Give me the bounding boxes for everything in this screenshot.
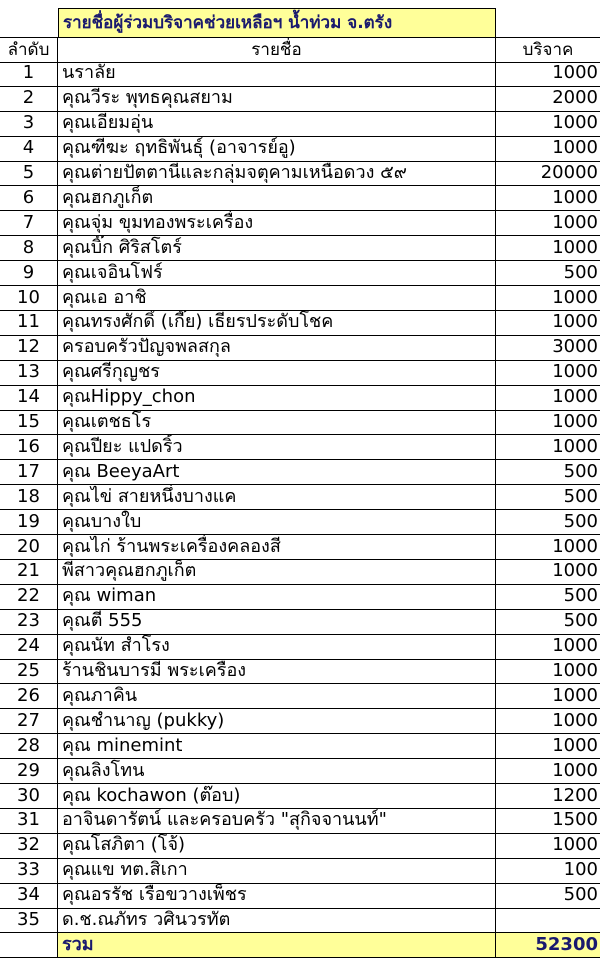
- donation-amount: 3000: [552, 336, 598, 358]
- row-number: 18: [0, 484, 58, 509]
- table-row: [0, 235, 600, 261]
- header-amount: บริจาค: [522, 39, 574, 60]
- donation-amount: 1000: [552, 211, 598, 233]
- donor-name: คุณ kochawon (ต๊อบ): [58, 783, 496, 808]
- title-row: [0, 8, 600, 37]
- donation-amount: 1000: [552, 709, 598, 731]
- row-number: 21: [0, 559, 58, 584]
- donation-amount: 500: [563, 510, 598, 532]
- table-row: [0, 659, 600, 685]
- table-row: [0, 758, 600, 784]
- donation-amount: 1000: [552, 535, 598, 557]
- row-number: 3: [0, 111, 58, 136]
- donor-name: คุณไก่ ร้านพระเครื่องคลองสี: [58, 534, 496, 559]
- donation-amount: 1000: [552, 361, 598, 383]
- row-number: 16: [0, 435, 58, 460]
- donor-name: คุณตี๋ 555: [58, 609, 496, 634]
- table-row: [0, 808, 600, 834]
- table-row: [0, 883, 600, 909]
- donation-amount: 1000: [552, 386, 598, 408]
- row-number: 9: [0, 260, 58, 285]
- donor-name: คุณลิงโทน: [58, 758, 496, 783]
- row-number: 27: [0, 708, 58, 733]
- table-row: [0, 260, 600, 286]
- donor-name: คุณต่ายปัตตานีและกลุ่มจตุคามเหนือดวง ๕๙: [58, 161, 496, 186]
- row-number: 5: [0, 161, 58, 186]
- donor-name: คุณเตชธโร: [58, 410, 496, 435]
- donor-name: อาจินดารัตน์ และครอบครัว "สุกิจจานนท์": [58, 808, 496, 833]
- donation-amount: [496, 908, 600, 933]
- table-row: [0, 559, 600, 585]
- table-row: [0, 435, 600, 461]
- row-number: 31: [0, 808, 58, 833]
- donor-name: นราลัย: [58, 61, 496, 86]
- table-row: [0, 410, 600, 436]
- donor-name: คุณฑีฆะ ฤทธิพันธุ์ (อาจารย์อู): [58, 136, 496, 161]
- row-number: 25: [0, 659, 58, 684]
- donor-name: คุณบิ๊ก ศิริสโตร์: [58, 235, 496, 260]
- row-number: 24: [0, 634, 58, 659]
- table-row: [0, 111, 600, 137]
- donor-name: คุณ wiman: [58, 584, 496, 609]
- donor-name: คุณโสภิตา (โจ้): [58, 833, 496, 858]
- donor-name: คุณ minemint: [58, 733, 496, 758]
- donor-name: คุณแข ทต.สิเกา: [58, 858, 496, 883]
- donation-amount: 100: [563, 859, 598, 881]
- table-row: [0, 86, 600, 112]
- donor-name: คุณชำนาญ (pukky): [58, 708, 496, 733]
- donor-name: คุณบางใบ: [58, 509, 496, 534]
- row-number: 1: [0, 61, 58, 86]
- donor-name: คุณฮกภูเก็ต: [58, 186, 496, 211]
- row-number: 35: [0, 908, 58, 933]
- row-number: 22: [0, 584, 58, 609]
- table-row: [0, 858, 600, 884]
- donation-amount: 1000: [552, 684, 598, 706]
- row-number: 32: [0, 833, 58, 858]
- table-row: [0, 385, 600, 411]
- header-no: ลำดับ: [0, 38, 58, 62]
- table-row: [0, 310, 600, 336]
- row-number: 33: [0, 858, 58, 883]
- donor-name: คุณศรีกุญชร: [58, 360, 496, 385]
- table-row: [0, 534, 600, 560]
- table-row: [0, 584, 600, 610]
- donor-name: ร้านชินบารมี พระเครื่อง: [58, 659, 496, 684]
- sheet-title: รายชื่อผู้ร่วมบริจาคช่วยเหลือฯ น้ำท่วม จ.ตรัง: [58, 8, 496, 37]
- row-number: 14: [0, 385, 58, 410]
- table-row: [0, 684, 600, 710]
- donation-amount: 1000: [552, 759, 598, 781]
- row-number: 8: [0, 235, 58, 260]
- donation-amount: 1200: [552, 784, 598, 806]
- total-amount: 52300: [496, 933, 600, 958]
- donation-amount: 1000: [552, 660, 598, 682]
- donor-name: คุณเจอินโฟร์: [58, 260, 496, 285]
- donation-amount: 500: [563, 485, 598, 507]
- donation-amount: 1000: [552, 834, 598, 856]
- donor-name: คุณHippy_chon: [58, 385, 496, 410]
- donation-amount: 1000: [552, 635, 598, 657]
- donation-amount: 1000: [552, 186, 598, 208]
- donor-name: คุณจุ่ม ขุมทองพระเครื่อง: [58, 210, 496, 235]
- table-row: [0, 733, 600, 759]
- row-number: 28: [0, 733, 58, 758]
- donation-amount: 1000: [552, 411, 598, 433]
- header-name: รายชื่อ: [58, 38, 496, 62]
- donation-amount: 500: [563, 460, 598, 482]
- header-row: [0, 37, 600, 63]
- donor-name: พี่สาวคุณฮกภูเก็ต: [58, 559, 496, 584]
- total-row: [0, 933, 600, 959]
- table-row: [0, 136, 600, 162]
- table-row: [0, 484, 600, 510]
- donation-amount: 500: [563, 261, 598, 283]
- donation-amount: 500: [563, 884, 598, 906]
- donor-name: คุณนัท สำโรง: [58, 634, 496, 659]
- row-number: 19: [0, 509, 58, 534]
- donor-name: คุณอรรัช เรือขวางเพ็ชร: [58, 883, 496, 908]
- donation-amount: 1000: [552, 560, 598, 582]
- title-spacer: [0, 8, 58, 37]
- row-number: 13: [0, 360, 58, 385]
- donor-name: คุณไข่ สายหนึ่งบางแค: [58, 484, 496, 509]
- table-row: [0, 285, 600, 311]
- donor-name: คุณเอ อาชิ: [58, 285, 496, 310]
- table-row: [0, 61, 600, 87]
- donation-amount: 500: [563, 585, 598, 607]
- donor-name: คุณเอียมอุ่น: [58, 111, 496, 136]
- row-number: 10: [0, 285, 58, 310]
- donation-amount: 1000: [552, 435, 598, 457]
- donor-name: คุณภาคิน: [58, 684, 496, 709]
- table-row: [0, 509, 600, 535]
- table-row: [0, 360, 600, 386]
- row-number: 4: [0, 136, 58, 161]
- table-row: [0, 210, 600, 236]
- total-label: รวม: [58, 933, 496, 958]
- row-number: 29: [0, 758, 58, 783]
- donor-name: ครอบครัวปัญจพลสกุล: [58, 335, 496, 360]
- row-number: 30: [0, 783, 58, 808]
- donor-name: คุณทรงศักดิ์ (เกี๊ย) เธียรประดับโชค: [58, 310, 496, 335]
- table-row: [0, 161, 600, 187]
- donation-amount: 1000: [552, 62, 598, 84]
- donation-amount: 500: [563, 610, 598, 632]
- row-number: 34: [0, 883, 58, 908]
- donation-amount: 1000: [552, 286, 598, 308]
- row-number: 7: [0, 210, 58, 235]
- table-row: [0, 634, 600, 660]
- donor-name: คุณ BeeyaArt: [58, 459, 496, 484]
- table-row: [0, 609, 600, 635]
- donation-amount: 1000: [552, 112, 598, 134]
- donation-amount: 1000: [552, 734, 598, 756]
- row-number: 15: [0, 410, 58, 435]
- row-number: 12: [0, 335, 58, 360]
- row-number: 17: [0, 459, 58, 484]
- table-row: [0, 833, 600, 859]
- donation-amount: 2000: [552, 87, 598, 109]
- table-row: [0, 783, 600, 809]
- row-number: 20: [0, 534, 58, 559]
- donor-name: คุณวีระ พุทธคุณสยาม: [58, 86, 496, 111]
- row-number: 2: [0, 86, 58, 111]
- donation-amount: 1000: [552, 236, 598, 258]
- donation-amount: 1500: [552, 809, 598, 831]
- table-row: [0, 459, 600, 485]
- row-number: 6: [0, 186, 58, 211]
- table-row: [0, 335, 600, 361]
- donor-name: ด.ช.ณภัทร วศินวรทัต: [58, 908, 496, 933]
- table-row: [0, 908, 600, 934]
- row-number: 11: [0, 310, 58, 335]
- donation-amount: 1000: [552, 311, 598, 333]
- donation-amount: 20000: [540, 162, 598, 184]
- donor-name: คุณปียะ แปดริ้ว: [58, 435, 496, 460]
- row-number: 26: [0, 684, 58, 709]
- table-row: [0, 708, 600, 734]
- table-row: [0, 186, 600, 212]
- donation-amount: 1000: [552, 137, 598, 159]
- row-number: 23: [0, 609, 58, 634]
- total-spacer: [0, 933, 58, 958]
